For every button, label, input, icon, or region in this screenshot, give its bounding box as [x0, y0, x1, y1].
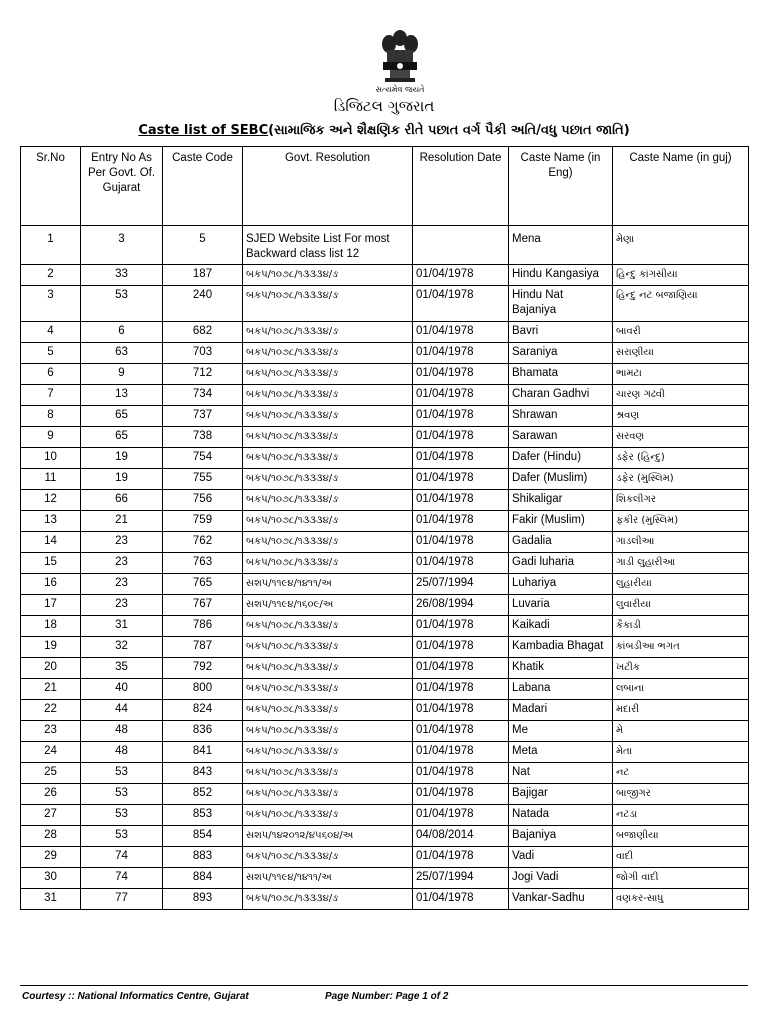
- cell-entry-no: 74: [81, 847, 163, 868]
- cell-resolution-date: 01/04/1978: [413, 322, 509, 343]
- cell-sr-no: 12: [21, 490, 81, 511]
- table-row: [21, 700, 749, 721]
- cell-caste-name-eng: Gadalia: [509, 532, 613, 553]
- cell-resolution-date: 01/04/1978: [413, 616, 509, 637]
- cell-caste-name-guj: લુહારીયા: [613, 574, 749, 595]
- cell-caste-name-guj: બાજીગર: [613, 784, 749, 805]
- cell-caste-name-guj: ડફેર (હિન્દુ): [613, 448, 749, 469]
- cell-caste-name-guj: શિકલીગર: [613, 490, 749, 511]
- caste-list-table: [20, 146, 749, 910]
- cell-govt-resolution: બકપ/૧૦૭૮/૧૩૩૩૪/ઙ: [243, 616, 413, 637]
- cell-sr-no: 25: [21, 763, 81, 784]
- cell-govt-resolution: બકપ/૧૦૭૮/૧૩૩૩૪/ઙ: [243, 721, 413, 742]
- cell-caste-code: 756: [163, 490, 243, 511]
- cell-sr-no: 1: [21, 226, 81, 265]
- cell-resolution-date: 01/04/1978: [413, 364, 509, 385]
- column-header-caste-code: Caste Code: [163, 147, 243, 226]
- cell-govt-resolution: બકપ/૧૦૭૮/૧૩૩૩૪/ઙ: [243, 784, 413, 805]
- cell-sr-no: 29: [21, 847, 81, 868]
- cell-sr-no: 2: [21, 265, 81, 286]
- cell-caste-name-guj: હિન્દુ કાંગસીયા: [613, 265, 749, 286]
- cell-govt-resolution: બકપ/૧૦૭૮/૧૩૩૩૪/ઙ: [243, 322, 413, 343]
- cell-caste-name-guj: મેતા: [613, 742, 749, 763]
- table-row: [21, 889, 749, 910]
- cell-caste-code: 884: [163, 868, 243, 889]
- cell-govt-resolution: બકપ/૧૦૭૮/૧૩૩૩૪/ઙ: [243, 847, 413, 868]
- cell-sr-no: 18: [21, 616, 81, 637]
- cell-resolution-date: 26/08/1994: [413, 595, 509, 616]
- cell-caste-code: 836: [163, 721, 243, 742]
- cell-resolution-date: 01/04/1978: [413, 406, 509, 427]
- cell-entry-no: 23: [81, 574, 163, 595]
- column-header-govt-resolution: Govt. Resolution: [243, 147, 413, 226]
- cell-entry-no: 74: [81, 868, 163, 889]
- cell-caste-name-eng: Bajaniya: [509, 826, 613, 847]
- cell-entry-no: 44: [81, 700, 163, 721]
- table-row: [21, 742, 749, 763]
- cell-entry-no: 53: [81, 286, 163, 322]
- table-header-row: [21, 147, 749, 226]
- cell-resolution-date: 01/04/1978: [413, 286, 509, 322]
- cell-sr-no: 31: [21, 889, 81, 910]
- cell-caste-name-guj: વણકર-સાધુ: [613, 889, 749, 910]
- cell-caste-name-eng: Kaikadi: [509, 616, 613, 637]
- cell-caste-name-guj: લુવારીયા: [613, 595, 749, 616]
- national-emblem-icon: [374, 28, 426, 86]
- cell-govt-resolution: સશપ/૧૧૯૪/૧૬૦૯/અ: [243, 595, 413, 616]
- footer-divider: [20, 985, 748, 986]
- cell-sr-no: 4: [21, 322, 81, 343]
- cell-resolution-date: 01/04/1978: [413, 700, 509, 721]
- table-row: [21, 490, 749, 511]
- cell-entry-no: 35: [81, 658, 163, 679]
- table-row: [21, 532, 749, 553]
- cell-caste-name-eng: Luhariya: [509, 574, 613, 595]
- cell-sr-no: 5: [21, 343, 81, 364]
- column-header-resolution-date: Resolution Date: [413, 147, 509, 226]
- table-row: [21, 595, 749, 616]
- cell-entry-no: 53: [81, 826, 163, 847]
- cell-sr-no: 21: [21, 679, 81, 700]
- cell-resolution-date: 01/04/1978: [413, 553, 509, 574]
- cell-caste-code: 240: [163, 286, 243, 322]
- cell-sr-no: 7: [21, 385, 81, 406]
- cell-resolution-date: 01/04/1978: [413, 637, 509, 658]
- cell-entry-no: 53: [81, 784, 163, 805]
- cell-caste-code: 841: [163, 742, 243, 763]
- table-row: [21, 805, 749, 826]
- table-row: [21, 616, 749, 637]
- cell-caste-name-eng: Natada: [509, 805, 613, 826]
- cell-entry-no: 23: [81, 532, 163, 553]
- cell-entry-no: 77: [81, 889, 163, 910]
- cell-caste-name-guj: હિન્દુ નટ બજાણિયા: [613, 286, 749, 322]
- cell-caste-code: 754: [163, 448, 243, 469]
- cell-caste-name-eng: Shikaligar: [509, 490, 613, 511]
- page-title: ડિજિટલ ગુજરાત: [333, 97, 435, 115]
- cell-caste-name-eng: Dafer (Muslim): [509, 469, 613, 490]
- cell-entry-no: 23: [81, 553, 163, 574]
- cell-caste-name-eng: Meta: [509, 742, 613, 763]
- cell-sr-no: 10: [21, 448, 81, 469]
- cell-entry-no: 13: [81, 385, 163, 406]
- cell-caste-code: 852: [163, 784, 243, 805]
- cell-caste-name-eng: Bhamata: [509, 364, 613, 385]
- table-row: [21, 658, 749, 679]
- table-row: [21, 427, 749, 448]
- cell-caste-name-eng: Hindu Nat Bajaniya: [509, 286, 613, 322]
- cell-caste-name-eng: Kambadia Bhagat: [509, 637, 613, 658]
- footer-courtesy: Courtesy :: National Informatics Centre, Gujarat: [22, 991, 249, 1002]
- subtitle-prefix: Caste list of: [138, 123, 231, 138]
- cell-caste-name-guj: ચારણ ગઢવી: [613, 385, 749, 406]
- cell-resolution-date: 01/04/1978: [413, 658, 509, 679]
- cell-caste-name-guj: લબાના: [613, 679, 749, 700]
- cell-entry-no: 48: [81, 721, 163, 742]
- cell-govt-resolution: બકપ/૧૦૭૮/૧૩૩૩૪/ઙ: [243, 469, 413, 490]
- cell-sr-no: 17: [21, 595, 81, 616]
- cell-resolution-date: 04/08/2014: [413, 826, 509, 847]
- cell-sr-no: 23: [21, 721, 81, 742]
- emblem-caption: સત્યમેવ જયતે: [375, 85, 425, 94]
- cell-caste-code: 843: [163, 763, 243, 784]
- cell-entry-no: 19: [81, 448, 163, 469]
- cell-govt-resolution: બકપ/૧૦૭૮/૧૩૩૩૪/ઙ: [243, 265, 413, 286]
- cell-caste-name-eng: Madari: [509, 700, 613, 721]
- cell-entry-no: 23: [81, 595, 163, 616]
- cell-resolution-date: 01/04/1978: [413, 343, 509, 364]
- cell-sr-no: 15: [21, 553, 81, 574]
- cell-govt-resolution: બકપ/૧૦૭૮/૧૩૩૩૪/ઙ: [243, 448, 413, 469]
- cell-caste-code: 893: [163, 889, 243, 910]
- cell-entry-no: 40: [81, 679, 163, 700]
- cell-entry-no: 19: [81, 469, 163, 490]
- cell-caste-name-guj: મેણા: [613, 226, 749, 265]
- table-row: [21, 265, 749, 286]
- table-row: [21, 343, 749, 364]
- table-row: [21, 784, 749, 805]
- cell-caste-code: 759: [163, 511, 243, 532]
- cell-govt-resolution: બકપ/૧૦૭૮/૧૩૩૩૪/ઙ: [243, 286, 413, 322]
- cell-sr-no: 28: [21, 826, 81, 847]
- table-body: [21, 226, 749, 910]
- column-header-entry-no: Entry No As Per Govt. Of. Gujarat: [81, 147, 163, 226]
- cell-caste-code: 824: [163, 700, 243, 721]
- table-row: [21, 637, 749, 658]
- cell-caste-name-eng: Dafer (Hindu): [509, 448, 613, 469]
- table-row: [21, 322, 749, 343]
- cell-caste-name-eng: Shrawan: [509, 406, 613, 427]
- cell-entry-no: 63: [81, 343, 163, 364]
- cell-caste-name-eng: Bajigar: [509, 784, 613, 805]
- cell-resolution-date: 25/07/1994: [413, 868, 509, 889]
- table-row: [21, 511, 749, 532]
- cell-caste-name-guj: વાદી: [613, 847, 749, 868]
- cell-resolution-date: 01/04/1978: [413, 469, 509, 490]
- cell-resolution-date: 01/04/1978: [413, 511, 509, 532]
- cell-govt-resolution: બકપ/૧૦૭૮/૧૩૩૩૪/ઙ: [243, 343, 413, 364]
- document-subtitle: [0, 123, 768, 138]
- cell-govt-resolution: બકપ/૧૦૭૮/૧૩૩૩૪/ઙ: [243, 889, 413, 910]
- cell-resolution-date: 25/07/1994: [413, 574, 509, 595]
- cell-govt-resolution: સશપ/૧૧૯૪/૧૪૧૧/અ: [243, 868, 413, 889]
- cell-caste-name-eng: Bavri: [509, 322, 613, 343]
- cell-caste-code: 738: [163, 427, 243, 448]
- cell-resolution-date: 01/04/1978: [413, 805, 509, 826]
- cell-entry-no: 48: [81, 742, 163, 763]
- cell-entry-no: 6: [81, 322, 163, 343]
- subtitle-code: SEBC: [230, 123, 269, 138]
- cell-caste-name-eng: Khatik: [509, 658, 613, 679]
- table-row: [21, 847, 749, 868]
- column-header-caste-name-guj: Caste Name (in guj): [613, 147, 749, 226]
- cell-resolution-date: 01/04/1978: [413, 385, 509, 406]
- table-row: [21, 286, 749, 322]
- cell-entry-no: 9: [81, 364, 163, 385]
- cell-govt-resolution: સશપ/૧૪૨૦૧૨/૪૫૬૦૪/અ: [243, 826, 413, 847]
- cell-resolution-date: 01/04/1978: [413, 490, 509, 511]
- cell-caste-name-eng: Hindu Kangasiya: [509, 265, 613, 286]
- table-row: [21, 868, 749, 889]
- table-row: [21, 721, 749, 742]
- table-row: [21, 385, 749, 406]
- cell-resolution-date: 01/04/1978: [413, 265, 509, 286]
- cell-govt-resolution: બકપ/૧૦૭૮/૧૩૩૩૪/ઙ: [243, 679, 413, 700]
- cell-caste-name-guj: ગાડલીઆ: [613, 532, 749, 553]
- cell-govt-resolution: બકપ/૧૦૭૮/૧૩૩૩૪/ઙ: [243, 427, 413, 448]
- cell-caste-name-guj: નટડા: [613, 805, 749, 826]
- cell-resolution-date: 01/04/1978: [413, 847, 509, 868]
- cell-resolution-date: 01/04/1978: [413, 532, 509, 553]
- cell-sr-no: 11: [21, 469, 81, 490]
- cell-caste-name-guj: બજાણીયા: [613, 826, 749, 847]
- cell-caste-code: 5: [163, 226, 243, 265]
- cell-sr-no: 13: [21, 511, 81, 532]
- cell-resolution-date: 01/04/1978: [413, 742, 509, 763]
- cell-govt-resolution: બકપ/૧૦૭૮/૧૩૩૩૪/ઙ: [243, 742, 413, 763]
- cell-caste-name-eng: Vadi: [509, 847, 613, 868]
- cell-resolution-date: 01/04/1978: [413, 448, 509, 469]
- cell-caste-name-guj: બાવરી: [613, 322, 749, 343]
- cell-caste-name-eng: Mena: [509, 226, 613, 265]
- cell-caste-code: 734: [163, 385, 243, 406]
- cell-entry-no: 66: [81, 490, 163, 511]
- table-row: [21, 826, 749, 847]
- cell-caste-code: 737: [163, 406, 243, 427]
- cell-sr-no: 27: [21, 805, 81, 826]
- cell-caste-name-eng: Me: [509, 721, 613, 742]
- cell-caste-name-eng: Saraniya: [509, 343, 613, 364]
- cell-govt-resolution: બકપ/૧૦૭૮/૧૩૩૩૪/ઙ: [243, 700, 413, 721]
- cell-caste-name-eng: Jogi Vadi: [509, 868, 613, 889]
- cell-caste-name-guj: ગાડી લુહારીઆ: [613, 553, 749, 574]
- cell-caste-code: 755: [163, 469, 243, 490]
- cell-caste-code: 800: [163, 679, 243, 700]
- subtitle-gujarati: (સામાજિક અને શૈક્ષણિક રીતે પછાત વર્ગ પૈકી અતિ/વધુ પછાત જાતિ): [268, 123, 630, 138]
- cell-caste-name-guj: સરવણ: [613, 427, 749, 448]
- cell-caste-name-eng: Charan Gadhvi: [509, 385, 613, 406]
- cell-caste-name-guj: કાંબડીઆ ભગત: [613, 637, 749, 658]
- cell-resolution-date: 01/04/1978: [413, 679, 509, 700]
- cell-caste-name-guj: જોગી વાદી: [613, 868, 749, 889]
- cell-sr-no: 22: [21, 700, 81, 721]
- cell-govt-resolution: બકપ/૧૦૭૮/૧૩૩૩૪/ઙ: [243, 385, 413, 406]
- cell-sr-no: 6: [21, 364, 81, 385]
- cell-sr-no: 20: [21, 658, 81, 679]
- cell-govt-resolution: SJED Website List For most Backward class list 12: [243, 226, 413, 265]
- cell-caste-name-guj: ખટીક: [613, 658, 749, 679]
- cell-resolution-date: 01/04/1978: [413, 427, 509, 448]
- cell-entry-no: 21: [81, 511, 163, 532]
- table-row: [21, 574, 749, 595]
- cell-entry-no: 3: [81, 226, 163, 265]
- cell-sr-no: 16: [21, 574, 81, 595]
- table-row: [21, 226, 749, 265]
- footer-page-number: Page Number: Page 1 of 2: [325, 991, 449, 1002]
- table-row: [21, 448, 749, 469]
- cell-resolution-date: 01/04/1978: [413, 889, 509, 910]
- cell-govt-resolution: બકપ/૧૦૭૮/૧૩૩૩૪/ઙ: [243, 763, 413, 784]
- cell-caste-name-guj: ભામટા: [613, 364, 749, 385]
- cell-govt-resolution: બકપ/૧૦૭૮/૧૩૩૩૪/ઙ: [243, 511, 413, 532]
- cell-caste-name-guj: શ્રવણ: [613, 406, 749, 427]
- cell-sr-no: 14: [21, 532, 81, 553]
- cell-caste-code: 712: [163, 364, 243, 385]
- cell-caste-name-guj: ફકીર (મુસ્લિમ): [613, 511, 749, 532]
- cell-entry-no: 33: [81, 265, 163, 286]
- cell-resolution-date: 01/04/1978: [413, 763, 509, 784]
- cell-caste-code: 762: [163, 532, 243, 553]
- table-row: [21, 469, 749, 490]
- cell-govt-resolution: સશપ/૧૧૯૪/૧૪૧૧/અ: [243, 574, 413, 595]
- cell-sr-no: 8: [21, 406, 81, 427]
- cell-govt-resolution: બકપ/૧૦૭૮/૧૩૩૩૪/ઙ: [243, 532, 413, 553]
- cell-govt-resolution: બકપ/૧૦૭૮/૧૩૩૩૪/ઙ: [243, 805, 413, 826]
- cell-caste-name-eng: Labana: [509, 679, 613, 700]
- cell-caste-name-eng: Nat: [509, 763, 613, 784]
- cell-entry-no: 65: [81, 427, 163, 448]
- table-row: [21, 553, 749, 574]
- cell-resolution-date: 01/04/1978: [413, 721, 509, 742]
- cell-caste-name-eng: Fakir (Muslim): [509, 511, 613, 532]
- cell-sr-no: 19: [21, 637, 81, 658]
- cell-caste-name-eng: Vankar-Sadhu: [509, 889, 613, 910]
- cell-caste-name-eng: Luvaria: [509, 595, 613, 616]
- cell-resolution-date: [413, 226, 509, 265]
- cell-caste-code: 853: [163, 805, 243, 826]
- cell-govt-resolution: બકપ/૧૦૭૮/૧૩૩૩૪/ઙ: [243, 658, 413, 679]
- cell-govt-resolution: બકપ/૧૦૭૮/૧૩૩૩૪/ઙ: [243, 364, 413, 385]
- cell-caste-code: 187: [163, 265, 243, 286]
- cell-caste-code: 786: [163, 616, 243, 637]
- cell-caste-code: 767: [163, 595, 243, 616]
- cell-entry-no: 65: [81, 406, 163, 427]
- column-header-sr-no: Sr.No: [21, 147, 81, 226]
- cell-caste-code: 682: [163, 322, 243, 343]
- cell-govt-resolution: બકપ/૧૦૭૮/૧૩૩૩૪/ઙ: [243, 637, 413, 658]
- cell-govt-resolution: બકપ/૧૦૭૮/૧૩૩૩૪/ઙ: [243, 490, 413, 511]
- cell-caste-code: 763: [163, 553, 243, 574]
- cell-govt-resolution: બકપ/૧૦૭૮/૧૩૩૩૪/ઙ: [243, 406, 413, 427]
- cell-entry-no: 53: [81, 805, 163, 826]
- cell-caste-name-guj: કૈકાડી: [613, 616, 749, 637]
- cell-caste-code: 883: [163, 847, 243, 868]
- cell-resolution-date: 01/04/1978: [413, 784, 509, 805]
- cell-entry-no: 53: [81, 763, 163, 784]
- cell-caste-name-guj: મે: [613, 721, 749, 742]
- cell-caste-code: 703: [163, 343, 243, 364]
- cell-sr-no: 24: [21, 742, 81, 763]
- column-header-caste-name-eng: Caste Name (in Eng): [509, 147, 613, 226]
- cell-sr-no: 30: [21, 868, 81, 889]
- cell-entry-no: 32: [81, 637, 163, 658]
- cell-caste-name-eng: Gadi luharia: [509, 553, 613, 574]
- table-row: [21, 406, 749, 427]
- table-row: [21, 763, 749, 784]
- cell-caste-code: 787: [163, 637, 243, 658]
- cell-sr-no: 26: [21, 784, 81, 805]
- cell-caste-name-guj: સરાણીયા: [613, 343, 749, 364]
- cell-sr-no: 3: [21, 286, 81, 322]
- cell-caste-code: 765: [163, 574, 243, 595]
- cell-entry-no: 31: [81, 616, 163, 637]
- cell-caste-code: 792: [163, 658, 243, 679]
- cell-caste-name-guj: નટ: [613, 763, 749, 784]
- table-header: [21, 147, 749, 226]
- cell-caste-name-eng: Sarawan: [509, 427, 613, 448]
- cell-caste-name-guj: ડફેર (મુસ્લિમ): [613, 469, 749, 490]
- table-row: [21, 364, 749, 385]
- cell-sr-no: 9: [21, 427, 81, 448]
- table-row: [21, 679, 749, 700]
- cell-govt-resolution: બકપ/૧૦૭૮/૧૩૩૩૪/ઙ: [243, 553, 413, 574]
- cell-caste-code: 854: [163, 826, 243, 847]
- cell-caste-name-guj: મદારી: [613, 700, 749, 721]
